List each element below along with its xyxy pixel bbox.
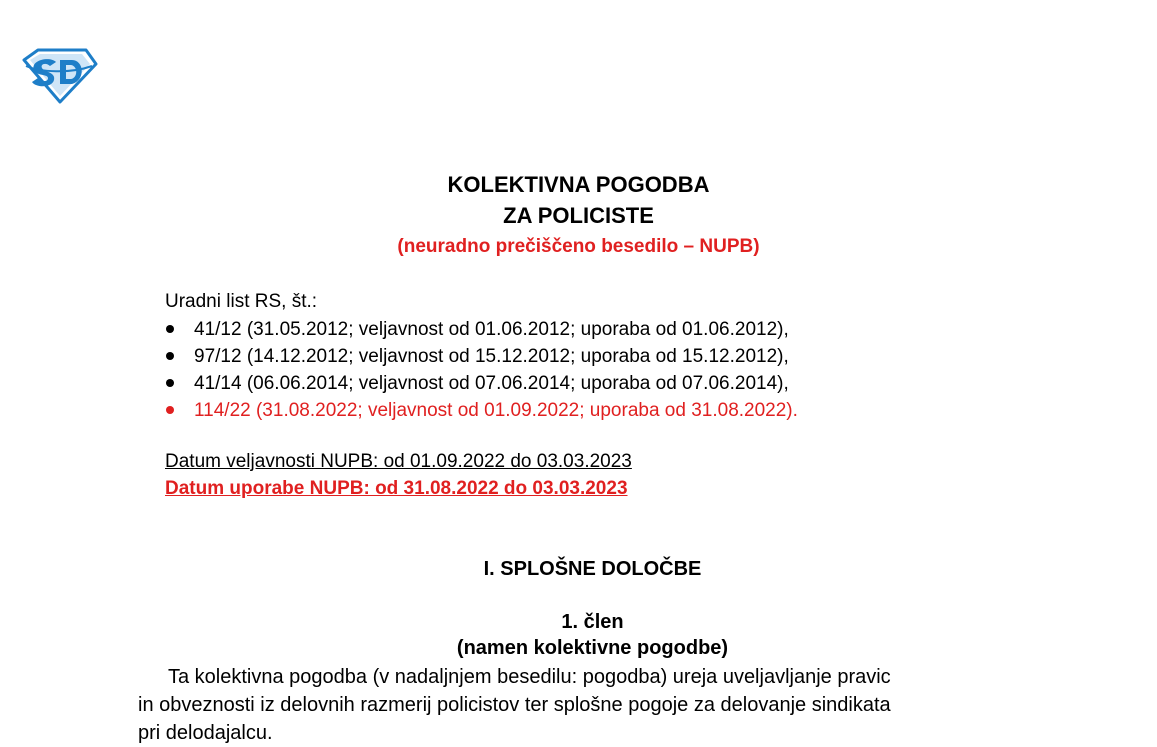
- bullet-icon: [166, 379, 174, 387]
- usage-date: Datum uporabe NUPB: od 31.08.2022 do 03.03.2023: [165, 478, 628, 499]
- document-title-line2: ZA POLICISTE: [503, 203, 654, 228]
- gazette-item: [165, 372, 798, 399]
- bullet-icon: [166, 406, 174, 414]
- article-subtitle: (namen kolektivne pogodbe): [456, 637, 729, 659]
- article-number: 1. člen: [561, 611, 624, 633]
- bullet-icon: [166, 352, 174, 360]
- paragraph-line: Ta kolektivna pogodba (v nadaljnjem besedilu: pogodba) ureja uveljavljanje pravic: [168, 666, 891, 688]
- document-subtitle: (neuradno prečiščeno besedilo – NUPB): [397, 236, 760, 257]
- section-heading: I. SPLOŠNE DOLOČBE: [483, 558, 702, 580]
- gazette-item-text: 41/12 (31.05.2012; veljavnost od 01.06.2012; uporaba od 01.06.2012),: [194, 319, 789, 340]
- bullet-icon: [166, 325, 174, 333]
- validity-date: Datum veljavnosti NUPB: od 01.09.2022 do 03.03.2023: [165, 451, 632, 472]
- paragraph-line: in obveznosti iz delovnih razmerij policistov ter splošne pogoje za delovanje sindikata: [138, 694, 891, 716]
- gazette-list: [165, 318, 798, 426]
- sd-union-logo: [20, 46, 98, 104]
- document-title: KOLEKTIVNA POGODBA: [447, 172, 710, 197]
- gazette-item-highlighted: [165, 399, 798, 426]
- paragraph-line: pri delodajalcu.: [138, 722, 273, 744]
- gazette-item-text: 41/14 (06.06.2014; veljavnost od 07.06.2014; uporaba od 07.06.2014),: [194, 373, 789, 394]
- article-body: [138, 663, 1028, 747]
- gazette-label: Uradni list RS, št.:: [165, 291, 318, 312]
- gazette-item: [165, 318, 798, 345]
- gazette-item-text: 97/12 (14.12.2012; veljavnost od 15.12.2012; uporaba od 15.12.2012),: [194, 346, 789, 367]
- gazette-item: [165, 345, 798, 372]
- gazette-item-text: 114/22 (31.08.2022; veljavnost od 01.09.2022; uporaba od 31.08.2022).: [194, 400, 798, 421]
